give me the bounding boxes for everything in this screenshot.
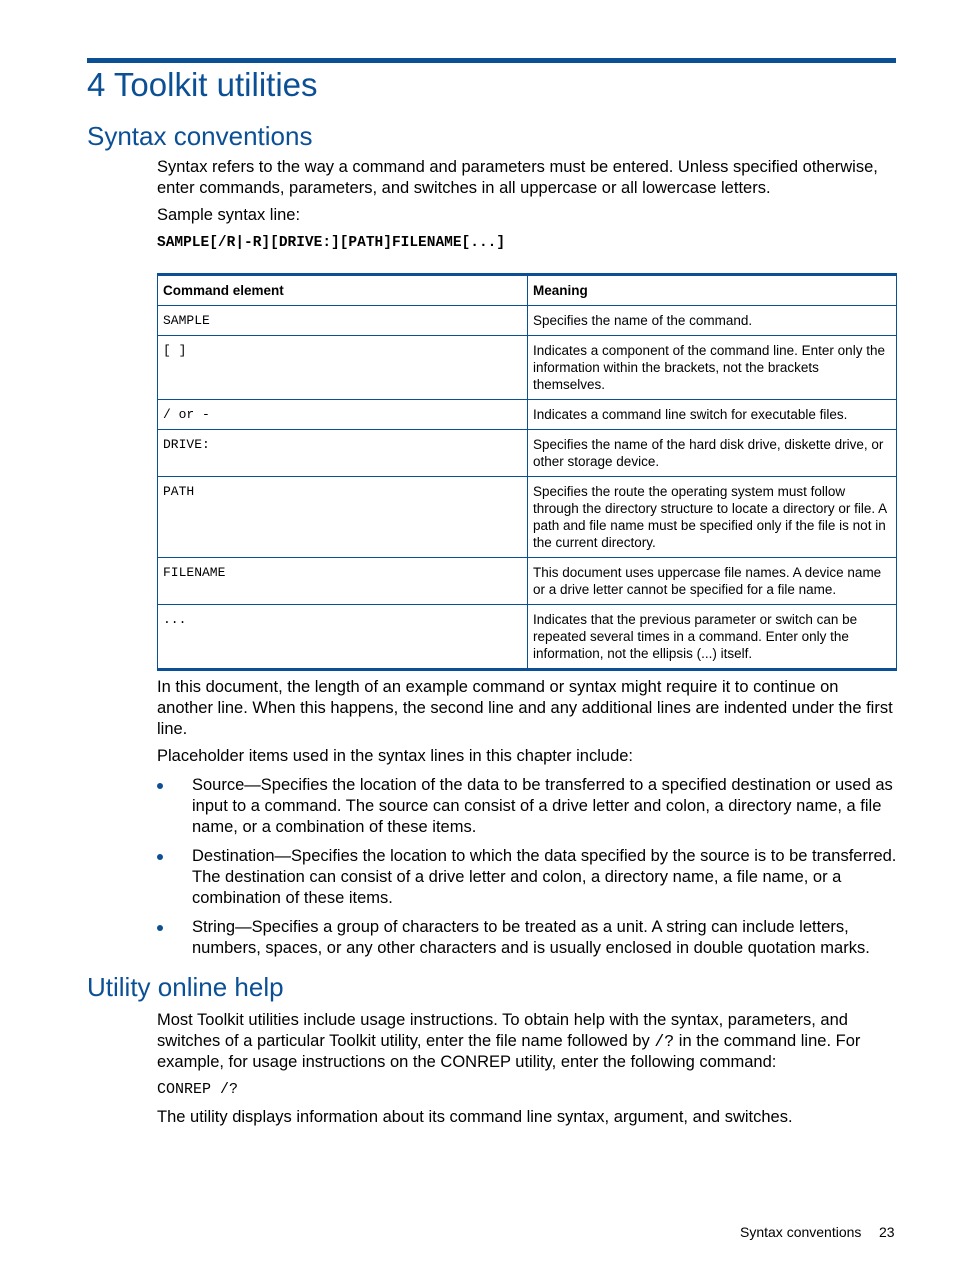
sample-label: Sample syntax line: [157, 206, 301, 224]
table-header-row [158, 275, 897, 306]
cell-meaning: Indicates a component of the command line. Enter only the information within the brackets, not the brackets themselves. [528, 336, 897, 400]
bullet-icon [157, 854, 163, 860]
cell-element: [ ] [158, 336, 528, 400]
chapter-rule [87, 58, 896, 63]
bullet-icon [157, 783, 163, 789]
table-row [158, 605, 897, 670]
section-heading-syntax: Syntax conventions [87, 121, 313, 151]
syntax-intro: Syntax refers to the way a command and parameters must be entered. Unless specified otherwise, enter commands, parameters, and switches in all uppercase or all lowercase letters. [157, 158, 878, 197]
table-row [158, 400, 897, 430]
bullet-icon [157, 925, 163, 931]
list-item [157, 775, 897, 838]
list-item-text: Source—Specifies the location of the data to be transferred to a specified destination or used as input to a command. The source can consist of a drive letter and colon, a directory name, a file name, or a combination of these items. [192, 776, 893, 836]
syntax-table [157, 273, 897, 671]
continuation-paragraph: In this document, the length of an example command or syntax might require it to continue on another line. When this happens, the second line and any additional lines are indented under the first line. [157, 678, 893, 738]
table-row [158, 336, 897, 400]
list-item [157, 917, 897, 959]
footer-section: Syntax conventions [740, 1224, 862, 1240]
help-closing: The utility displays information about its command line syntax, argument, and switches. [157, 1108, 793, 1126]
cell-meaning: Specifies the name of the hard disk drive, diskette drive, or other storage device. [528, 430, 897, 477]
table-row [158, 558, 897, 605]
list-item-text: String—Specifies a group of characters to be treated as a unit. A string can include letters, numbers, spaces, or any other characters and is usually enclosed in double quotation marks. [192, 918, 870, 957]
help-inline-code: /? [654, 1032, 675, 1051]
help-text-part2: in the command line. For example, for usage instructions on the CONREP utility, enter the following command: [157, 1032, 861, 1071]
cell-meaning: Specifies the route the operating system must follow through the directory structure to locate a directory or file. A path and file name must be specified only if the file is not in the current directory. [528, 477, 897, 558]
cell-element: DRIVE: [158, 430, 528, 477]
sample-syntax: SAMPLE[/R|-R][DRIVE:][PATH]FILENAME[...] [157, 235, 506, 251]
cell-meaning: This document uses uppercase file names. A device name or a drive letter cannot be specified for a file name. [528, 558, 897, 605]
list-item-text: Destination—Specifies the location to which the data specified by the source is to be transferred. The destination can consist of a drive letter and colon, a directory name, a file name, or a combination of these items. [192, 847, 897, 907]
cell-element: FILENAME [158, 558, 528, 605]
table-row [158, 477, 897, 558]
cell-meaning: Specifies the name of the command. [528, 306, 897, 336]
cell-meaning: Indicates that the previous parameter or switch can be repeated several times in a command. Enter only the information, not the ellipsis (...) itself. [528, 605, 897, 670]
help-text-part1: Most Toolkit utilities include usage instructions. To obtain help with the syntax, parameters, and switches of a particular Toolkit utility, enter the file name followed by [157, 1011, 848, 1050]
cell-element: ... [158, 605, 528, 670]
cell-element: SAMPLE [158, 306, 528, 336]
help-command: CONREP /? [157, 1081, 239, 1098]
placeholder-list [157, 775, 897, 959]
table-row [158, 430, 897, 477]
list-item [157, 846, 897, 909]
placeholder-intro: Placeholder items used in the syntax lines in this chapter include: [157, 747, 634, 765]
footer-page-number: 23 [879, 1224, 895, 1240]
table-header-element: Command element [158, 275, 528, 306]
section-heading-help: Utility online help [87, 972, 284, 1002]
cell-element: PATH [158, 477, 528, 558]
cell-element: / or - [158, 400, 528, 430]
cell-meaning: Indicates a command line switch for executable files. [528, 400, 897, 430]
table-row [158, 306, 897, 336]
table-header-meaning: Meaning [528, 275, 897, 306]
help-paragraph [157, 1010, 897, 1073]
chapter-title: 4 Toolkit utilities [87, 66, 318, 103]
